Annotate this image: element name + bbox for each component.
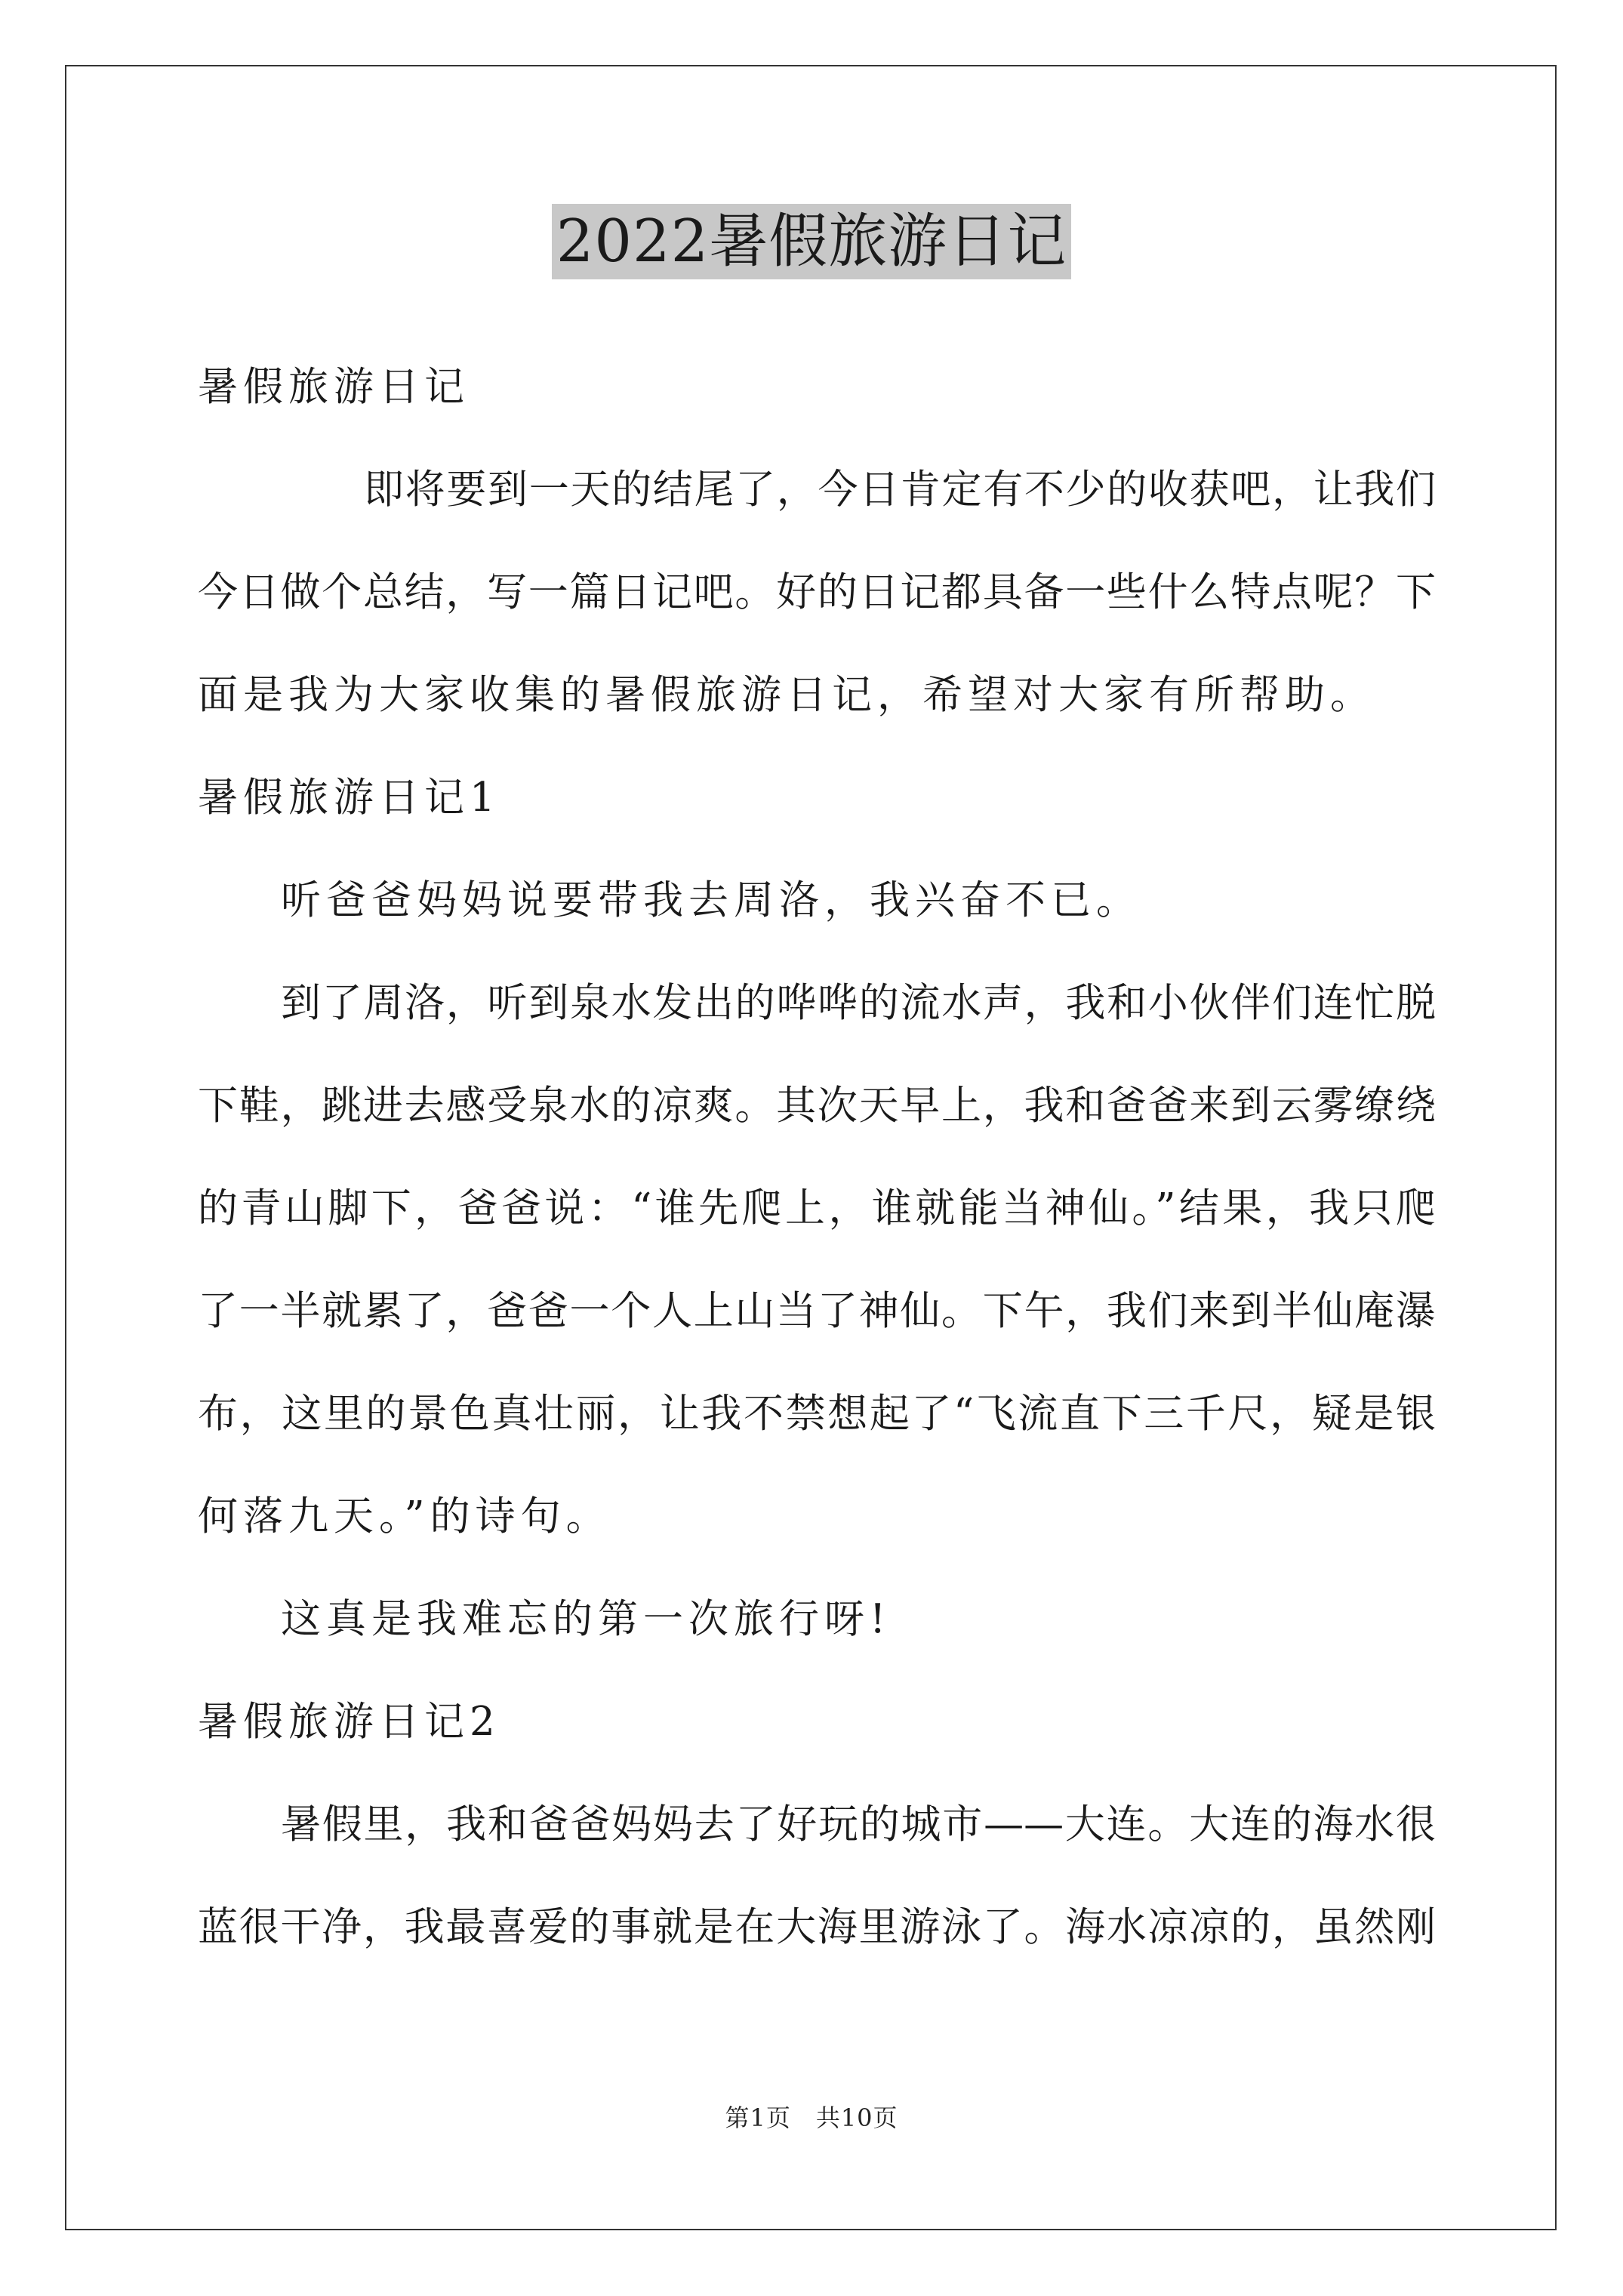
- text-line: 面是我为大家收集的暑假旅游日记，希望对大家有所帮助。: [198, 672, 1375, 718]
- document-title: 2022暑假旅游日记: [552, 204, 1072, 279]
- text-line: 到了周洛，听到泉水发出的哗哗的流水声，我和小伙伴们连忙脱: [281, 980, 1436, 1026]
- text-line: 布，这里的景色真壮丽，让我不禁想起了“飞流直下三千尺，疑是银: [198, 1391, 1436, 1437]
- text-line: 这真是我难忘的第一次旅行呀!: [281, 1596, 892, 1642]
- text-line: 的青山脚下，爸爸说：“谁先爬上，谁就能当神仙。”结果，我只爬: [198, 1185, 1436, 1231]
- document-body: [198, 336, 1436, 1979]
- text-line: 暑假里，我和爸爸妈妈去了好玩的城市——大连。大连的海水很: [281, 1801, 1436, 1848]
- text-line: 何落九天。”的诗句。: [198, 1493, 611, 1539]
- text-line: 暑假旅游日记: [198, 364, 470, 410]
- text-line: 听爸爸妈妈说要带我去周洛，我兴奋不已。: [281, 877, 1141, 923]
- text-line: 即将要到一天的结尾了，今日肯定有不少的收获吧，让我们: [364, 467, 1436, 513]
- text-line: 了一半就累了，爸爸一个人上山当了神仙。下午，我们来到半仙庵瀑: [198, 1288, 1436, 1334]
- page-footer: 第1页 共10页: [725, 2103, 898, 2132]
- text-line: 暑假旅游日记2: [198, 1699, 500, 1745]
- text-line: 今日做个总结，写一篇日记吧。好的日记都具备一些什么特点呢？下: [198, 569, 1436, 615]
- title-container: [0, 204, 1623, 279]
- text-line: 暑假旅游日记1: [198, 775, 500, 821]
- text-line: 蓝很干净，我最喜爱的事就是在大海里游泳了。海水凉凉的，虽然刚: [198, 1904, 1436, 1950]
- text-line: 下鞋，跳进去感受泉水的凉爽。其次天早上，我和爸爸来到云雾缭绕: [198, 1083, 1436, 1129]
